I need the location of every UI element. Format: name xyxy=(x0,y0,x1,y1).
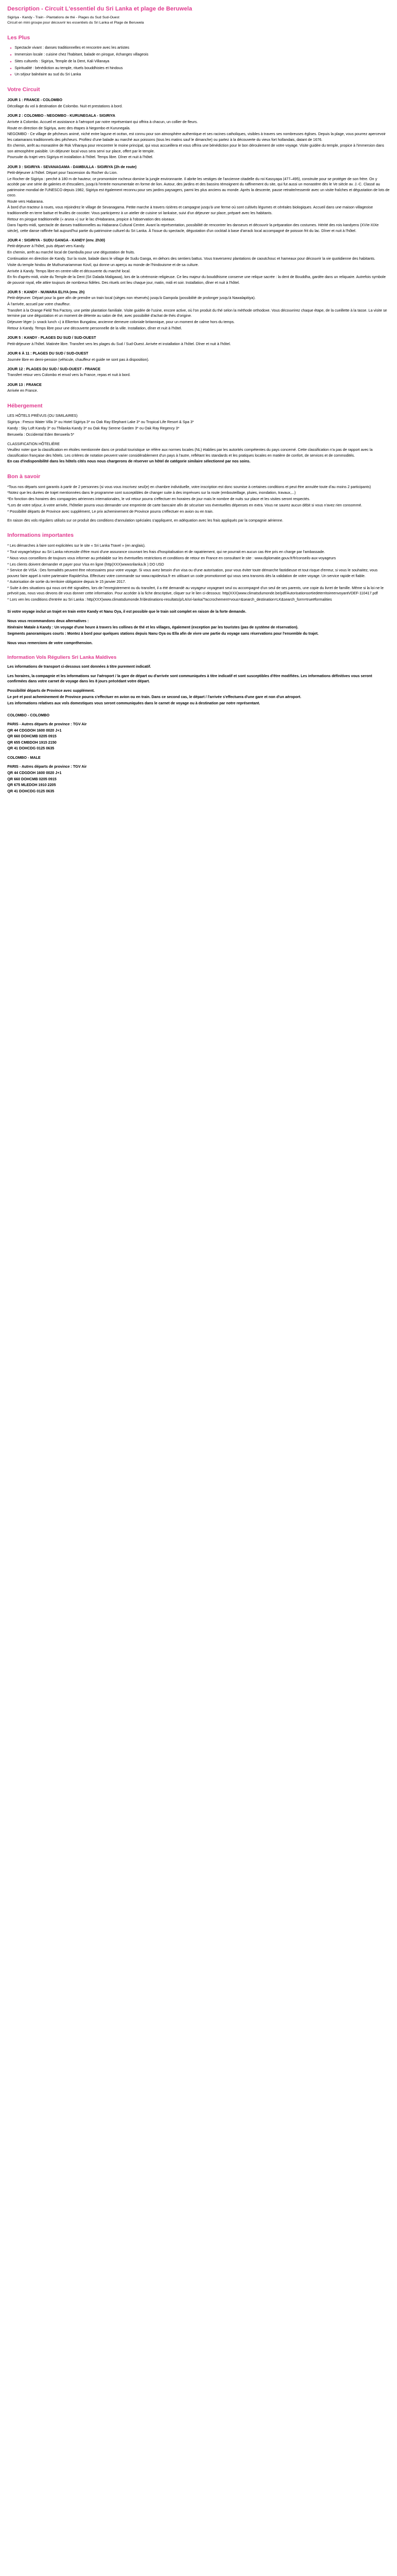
itinerary-day xyxy=(7,164,390,234)
day-title: JOUR 5 : KANDY - PLAGES DU SUD / SUD-OUEST xyxy=(7,336,96,340)
page-title: Description - Circuit L'essentiel du Sri Lanka et plage de Beruwela xyxy=(7,6,192,12)
train-notice-title: Si votre voyage inclut un trajet en train entre Kandy et Nanu Oya, il est possible que le train soit complet en raison de la forte demande. xyxy=(7,610,247,614)
info-line: * Autorisation de sortie du territoire obligatoire depuis le 15 janvier 2017. xyxy=(7,580,126,584)
day-paragraph: Petit-déjeuner à l'hôtel. Matinée libre. Transfert vers les plages du Sud / Sud-Ouest. Arrivée et installation à l'hôtel. Dîner et nuit à l'hôtel. xyxy=(7,341,231,346)
section-heading-informations-importantes: Informations importantes xyxy=(7,532,74,539)
vols-acheminement: Le pré et post acheminement de Province pourra s'effectuer en avion ou en train. Dans ce second cas, le départ / l'arrivée s'effectuera d'une gare et non d'un aéroport. xyxy=(7,694,302,699)
day-paragraph: Décollage du vol à destination de Colombo. Nuit et prestations à bord. xyxy=(7,104,123,108)
itinerary xyxy=(7,97,390,393)
day-paragraph: Petit-déjeuner à l'hôtel, puis départ vers Kandy. xyxy=(7,244,85,249)
day-paragraph: Visite du temple hindou de Muthumariamman Kovil, qui donne un aperçu au monde de l'hindouisme et de sa culture. xyxy=(7,262,199,267)
day-paragraph: Arrivée en France. xyxy=(7,389,38,393)
section-heading-hebergement: Hébergement xyxy=(7,402,43,409)
day-paragraph: À bord d'un tracteur à roues, vous rejoindrez le village de Sevanagama. Petite marche à travers rizières et campagne jusqu'à une ferme où sont cultivés légumes et céréales biologiques. Accueil dans une maison villageoise traditionnelle en terre battue et feuilles de cocotier. Vous participerez à un atelier de cuisine sri lankaise, suivi d'un déjeuner sur place, préparé avec les habitants. xyxy=(7,205,373,215)
day-paragraph: Arrivée à Colombo. Accueil et assistance à l'aéroport par notre représentant qui offrira à chacun, un collier de fleurs. xyxy=(7,119,198,124)
itinerary-day xyxy=(7,335,390,347)
day-paragraph: NEGOMBO - Ce village de pêcheurs animé, niché entre lagune et océan, est connu pour son atmosphère authentique et ses racines catholiques, visibles à travers ses nombreuses églises. Depuis la plage, vous pourrez apercevoir les catamarans traditionnels des pêcheurs. Profitez d'une balade au marché aux poissons (tous les matins sauf le dimanche) ou partez à la découverte du vieux fort hollandais, datant de 1676. xyxy=(7,132,386,142)
day-title: JOUR 1 : FRANCE - COLOMBO xyxy=(7,98,62,103)
classification-note: En cas d'indisponibilité dans les hôtels cités nous nous chargerons de réserver un hôtel de catégorie similaire sélectionné par nos soins. xyxy=(7,459,251,464)
hebergement-body xyxy=(7,413,390,464)
itinerary-day xyxy=(7,290,390,331)
train-notice-subtitle: Nous vous recommandons deux alternatives : xyxy=(7,619,89,624)
flight-line: QR 44 CDGDOH 1600 0020 J+1 xyxy=(7,728,62,733)
day-paragraph: À l'arrivée, accueil par votre chauffeur. xyxy=(7,302,71,307)
flight-line: PARIS - Autres départs de province : TGV Air xyxy=(7,765,87,769)
day-paragraph: Transfert à la Orange Field Tea Factory, une petite plantation familiale. Visite guidée de l'usine, encore active, où l'on produit du thé selon la méthode orthodoxe. Vous découvrirez chaque étape, de la cueillette à la tasse. La visite se termine par une dégustation et un moment de détente au salon de thé, avec possibilité d'achat de thés d'origine. xyxy=(7,308,387,318)
day-paragraph: Retour en pirogue traditionnelle (« aruna ») sur le lac d'Habarana, propice à l'observation des oiseaux. xyxy=(7,217,175,222)
day-title: JOUR 3 : SIGIRIYA - SEVANAGAMA - DAMBULLA - SIGIRIYA (2h de route) xyxy=(7,164,137,169)
note-line: * Possibilité départs de Province avec supplément, Le prix acheminement de Province pourra s'effectuer en avion ou en train. xyxy=(7,509,214,514)
bon-a-savoir-body xyxy=(7,484,390,524)
info-line: * Les démarches à faire sont explicitées sur le site « Sri Lanka Travel » (en anglais). xyxy=(7,544,146,548)
day-paragraph: Petit-déjeuner à l'hôtel. Départ pour l'ascension du Rocher du Lion. xyxy=(7,171,118,175)
list-item: • Un séjour balnéaire au sud du Sri Lanka xyxy=(15,72,390,78)
day-paragraph: Dans l'après-midi, spectacle de danses traditionnelles au Habarana Cultural Centre. Avant la représentation, possibilité de rencontrer les danseurs et découvrir la préparation des costumes. Hérité des rois kandyens (XVIe-XIXe siècle), cette danse raffinée fait aujourd'hui partie du patrimoine culturel du Sri Lanka. À l'issue du spectacle, dégustation d'un cocktail à base d'arrack local accompagné de poisson frit du lac. Dîner et nuit à l'hôtel. xyxy=(7,223,379,233)
classification-label: CLASSIFICATION HÔTELIÈRE xyxy=(7,441,60,446)
flight-line: QR 660 DOHCMB 0205 0915 xyxy=(7,734,57,739)
document-header xyxy=(7,5,390,26)
itinerary-day xyxy=(7,238,390,285)
itinerary-day xyxy=(7,113,390,160)
day-title: JOUR 4 : SIGIRIYA - SUDU GANGA - KANDY (env. 2h30) xyxy=(7,238,105,242)
day-title: JOUR 12 : PLAGES DU SUD / SUD-OUEST - FRANCE xyxy=(7,367,101,371)
info-line: * Suite à des situations qui nous ont été signalées, lors de l'enregistrement ou du transfert, il a été demandé au voyageur voyageant seul ou accompagné d'un seul de ses parents, une copie du livret de famille. Même si la loi ne le prévoit pas, nous vous devons de vous donner cette information. Pour accéder à la fiche descriptive, cliquer sur le lien ci-dessous: http(XXX)www.climatsdumonde.be/pdf/AutorisationsortiedeterritoireenvoyantVDEF-110417.pdf xyxy=(7,586,384,596)
section-heading-bon-a-savoir: Bon à savoir xyxy=(7,473,41,480)
section-heading-information-vols: Information Vols Réguliers Sri Lanka Maldives xyxy=(7,654,117,660)
day-paragraph: Le Rocher de Sigiriya : perché à 180 m de hauteur, ce promontoire rocheux domine la jungle environnante. Il abrite les vestiges de l'ancienne citadelle du roi Kassyapa (477–495), construite pour se protéger de son frère. On y accède par une série de galeries et d'escaliers, jusqu'à l'entrée monumentale en forme de lion. Autour, des jardins et des bassins témoignent du raffinement du site, qui fut aussi un monastère dès le Ve siècle av. J.-C. Classé au patrimoine mondial de l'UNESCO depuis 1982, Sigiriya est également reconnu pour ses jardins paysagers, parmi les plus anciens au monde. Après la descente, pause retraite/ressentir avec un visite fraîches et dégustation de lots de coco. xyxy=(7,177,390,197)
info-line: * Service de VISA : Des formalités peuvent être nécessaires pour votre voyage. Si vous avez besoin d'un visa ou d'une autorisation, pour vous éviter toute démarche fastidieuse et tout risque d'erreur, si vous le souhaitez, vous pouvez faire appel à notre partenaire RapideVisa. Effectuez votre commande sur www.rapidevisa.fr en utilisant un code promotionnel qui vous sera transmis dès la validation de votre voyage. Un service rapide et fiable. xyxy=(7,568,378,578)
day-paragraph: Déjeuner léger (« snack lunch ») à Elkerton Bungalow, ancienne demeure coloniale britannique, pour un moment de calme hors du temps. xyxy=(7,320,235,325)
day-paragraph: Transfert retour vers Colombo et envol vers la France, repas et nuit à bord. xyxy=(7,373,131,378)
note-line: *Tous nos départs sont garantis à partir de 2 personnes (si vous vous inscrivez seul(e) en chambre individuelle, votre inscription est donc soumise à certaines conditions et peut être annulée toute d'au moins 2 participants) xyxy=(7,484,371,489)
classification-text: Veuillez noter que la classification en étoiles mentionnée dans ce produit touristique se réfère aux normes locales (NL) établies par les autorités compétentes du pays concerné. Cette classification n'a pas de rapport avec la classification française des hôtels. Les critères de notation peuvent varier considérablement d'un pays à l'autre, reflétant les standards et les pratiques locales en matière de confort, de services et de commodités. xyxy=(7,448,373,458)
day-title: JOUR 13 : FRANCE xyxy=(7,382,42,387)
day-title: JOUR 5 : KANDY - NUWARA ELIYA (env. 2h) xyxy=(7,290,85,294)
day-paragraph: En chemin, arrêt au marché local de Dambulla pour une dégustation de fruits. xyxy=(7,250,135,255)
flight-line: COLOMBO - MALE xyxy=(7,755,41,760)
flight-line: QR 675 MLEDOH 1910 2205 xyxy=(7,783,56,788)
header-subtitle-1: Sigiriya - Kandy - Train - Plantations de thé - Plages du Sud Sud-Ouest xyxy=(7,15,119,19)
hotel-line-beruwela: Beruwela : Occidental Eden Beruwela 5* xyxy=(7,432,74,437)
flight-line: QR 41 DOHCDG 0125 0635 xyxy=(7,746,54,751)
flight-line: QR 41 DOHCDG 0125 0635 xyxy=(7,789,54,793)
info-line: * Lors ven les conditions d'entrée au Sri Lanka : http(XXX)www.climatsdumonde.fr/destinations-resultats/p/LA/sri-lanka/?accrochement=vous=&search_destination=LK&search_form=true#formalities xyxy=(7,598,332,602)
day-title: JOUR 2 : COLOMBO - NEGOMBO - KURUNEGALA - SIGIRIYA xyxy=(7,114,115,118)
day-paragraph: Arrivée à Kandy. Temps libre en centre-ville et découverte du marché local. xyxy=(7,269,131,273)
section-heading-les-plus: Les Plus xyxy=(7,34,30,41)
day-paragraph: Poursuite du trajet vers Sigiriya et installation à l'hôtel. Temps libre. Dîner et nuit à l'hôtel. xyxy=(7,155,153,160)
note-line: *Notez que les durées de trajet mentionnées dans le programme sont susceptibles de changer suite à des imprévues sur la route (embouteillage, pluies, inondation, travaux,...) xyxy=(7,491,296,495)
day-paragraph: Journée libre en demi-pension (véhicule, chauffeur et guide ne sont pas à disposition). xyxy=(7,357,149,362)
note-line: *En fonction des horaires des compagnies aériennes internationales, le vol retour pourra s'effectuer en horaires de jour mais le nombre de nuits sur place et les visites seront respectés. xyxy=(7,497,311,502)
train-notice-option-2: Segments panoramiques courts : Montez à bord pour quelques stations depuis Nanu Oya ou Ella afin de vivre une partie du voyage sans réservations pour l'ensemble du trajet. xyxy=(7,631,319,636)
header-subtitle-2: Circuit en mini groupe pour découvrir les essentiels du Sri Lanka et Plage de Beruwela xyxy=(7,21,144,25)
spacer xyxy=(7,707,390,713)
day-paragraph: Route en direction de Sigiriya, avec des étapes à Negombo et Kurunegala. xyxy=(7,126,131,130)
list-item: • Sites culturels : Sigiriya, Temple de la Dent, Kali Villanaya xyxy=(15,59,390,64)
info-line: * Les clients doivent demander et payer pour Visa en ligne (http(XXX)wwwsrilanka.lk ) DO USD xyxy=(7,562,164,567)
train-notice xyxy=(7,609,390,645)
hotel-line-sigiriya: Sigiriya : Fresco Water Villa 3* ou Hotel Sigiriya 3* ou Oak Ray Elephant Lake 3* ou Tropical Life Resort & Spa 3* xyxy=(7,420,194,425)
section-heading-votre-circuit: Votre Circuit xyxy=(7,86,40,93)
flight-schedule-block xyxy=(7,713,390,794)
note-line: *Lors de votre séjour, à votre arrivée, l'hôtelier pourra vous demander une empreinte de carte bancaire afin de sécuriser vos éventuelles dépenses en extra. Vous ne saurez aucun débit si vous n'avez rien consommé. xyxy=(7,503,362,507)
list-item: • Immersion locale : cuisine chez l'habitant, balade en pirogue, échanges villageois xyxy=(15,52,390,58)
info-line: * Tout voyage/séjour au Sri Lanka nécessite d'être muni d'une assurance couvrant les frais d'hospitalisation et de rapatriement, qui ne pourrait en aucun cas être pris en charge par l'ambassade. xyxy=(7,549,325,554)
itinerary-day xyxy=(7,97,390,109)
flight-line: COLOMBO - COLOMBO xyxy=(7,713,50,717)
day-paragraph: En chemin, arrêt au monastère de Rok Viharaya pour rencontrer le moine principal, qui vous accueillera et vous offrira une bénédiction pour le bon déroulement de votre voyage. Visite guidée du temple, propice à l'immersion dans son atmosphère paisible. Un déjeuner local vous sera servi sur place, offert par le temple. xyxy=(7,143,384,153)
day-title: JOUR 6 À 11 : PLAGES DU SUD / SUD-OUEST xyxy=(7,351,89,356)
vols-intro: Les informations de transport ci-dessous sont données à titre purement indicatif. xyxy=(7,665,151,669)
vols-note: Les horaires, la compagnie et les informations sur l'aéroport / la gare de départ ou d'arrivée sont communiquées à titre indicatif et sont susceptibles d'être modifiées. Les informations définitives vous seront confirmées dans votre carnet de voyage dans les 8 jours précédant votre départ. xyxy=(7,674,372,684)
flight-line: QR 655 CMBDOH 1915 2150 xyxy=(7,740,57,745)
day-paragraph: Continuation en direction de Kandy. Sur la route, balade dans le village de Sudu Ganga, en dehors des sentiers battus. Vous traverserez plantations de caoutchouc et hameaux pour découvrir la vie quotidienne des habitants. xyxy=(7,256,376,261)
hotel-list-label: LES HÔTELS PRÉVUS (OU SIMILAIRES) xyxy=(7,414,78,418)
itinerary-day xyxy=(7,367,390,378)
itinerary-day xyxy=(7,351,390,362)
list-item: • Spiritualité : bénédiction au temple, rituels bouddhistes et hindous xyxy=(15,66,390,71)
itinerary-day xyxy=(7,382,390,394)
list-item: • Spectacle vivant : danses traditionnelles et rencontre avec les artistes xyxy=(15,46,390,51)
flight-line: QR 660 DOHCMB 0205 0915 xyxy=(7,777,57,781)
vols-province: Possibilité départs de Province avec supplément. xyxy=(7,689,95,693)
hotel-line-kandy: Kandy : Sky Loft Kandy 3* ou Thilanka Kandy 3* ou Oak Ray Serene Garden 3* ou Oak Ray Regency 3* xyxy=(7,426,180,430)
flight-line: PARIS - Autres départs de province : TGV Air xyxy=(7,722,87,727)
day-paragraph: Retour à Kandy. Temps libre pour une découverte personnelle de la ville. Installation, dîner et nuit à l'hôtel. xyxy=(7,326,182,330)
train-notice-closing: Nous vous remercions de votre compréhension. xyxy=(7,640,93,645)
note-line: En raison des vols réguliers utilisés sur ce produit des conditions d'annulation spéciales s'appliquent, en adéquation avec les frais appliqués par la compagnie aérienne. xyxy=(7,518,283,523)
day-paragraph: En fin d'après-midi, visite du Temple de la Dent (Sri Dalada Maligawa), lors de la cérémonie religieuse. Ce lieu majeur du bouddhisme conserve une relique sacrée : la dent de Bouddha, gardée dans un reliquaire. Autrefois symbole de pouvoir royal, elle attire toujours de nombreux fidèles. Des rituels ont lieu chaque jour, matin, midi et soir. Installation, dîner et nuit à l'hôtel. xyxy=(7,275,386,285)
flight-line: QR 44 CDGDOH 1600 0020 J+1 xyxy=(7,771,62,776)
plus-list xyxy=(7,46,390,78)
informations-importantes-body xyxy=(7,543,390,602)
info-line: * Nous vous conseillons de toujours vous informer au préalable sur les éventuelles restrictions et conditions de retour en France en consultant le site : www.diplomatie.gouv.fr/fr/conseils-aux-voyageurs xyxy=(7,556,336,560)
information-vols-body xyxy=(7,664,390,706)
day-paragraph: Petit-déjeuner. Départ pour la gare afin de prendre un train local (sièges non réservés) jusqu'à Gampola (possibilité de prolonger jusqu'à Nawalapitiya). xyxy=(7,296,256,301)
train-notice-option-1: Itinéraire Matale à Kandy : Un voyage d'une heure à travers les collines de thé et les villages, également (exception par les touristes (pas de système de réservation). xyxy=(7,625,299,630)
day-paragraph: Route vers Habarana. xyxy=(7,199,44,204)
vols-domestiques: Les informations relatives aux vols domestiques vous seront communiquées dans le carnet de voyage ou à destination par notre représentant. xyxy=(7,701,260,705)
